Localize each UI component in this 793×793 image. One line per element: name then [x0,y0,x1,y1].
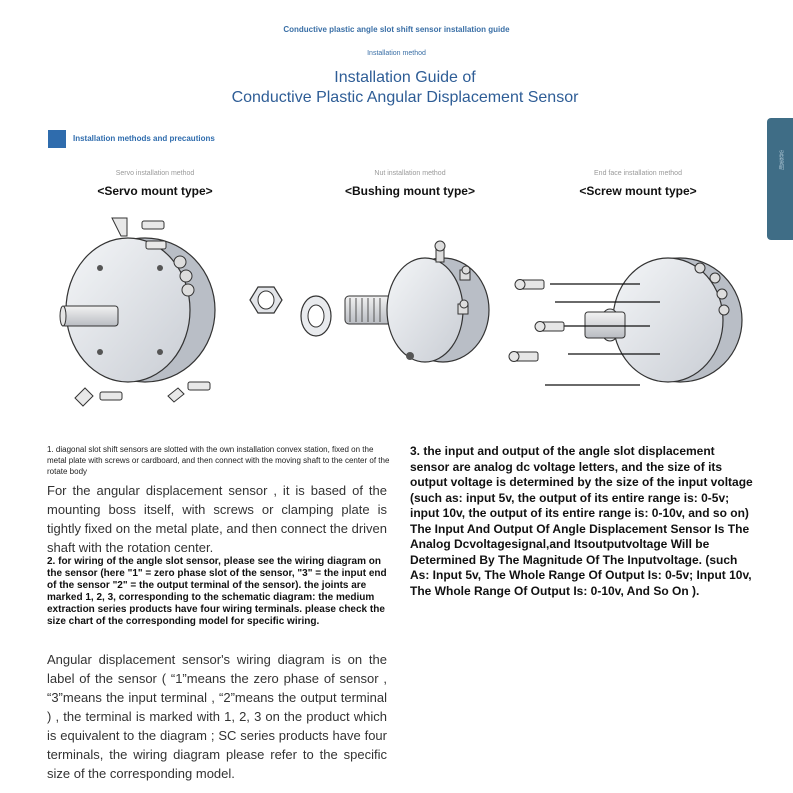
page-title-line-1: Installation Guide of [334,69,476,86]
paragraph-2: Angular displacement sensor's wiring diagram is on the label of the sensor ( “1”means the zero phase of sensor , “3”means the input terminal , “2”means the output terminal ) , the terminal is marked with 1, 2, 3 on the product which is equivalent to the diagram ; SC series products have four terminals, the wiring diagram please refer to the specific size of the corresponding model. [47,652,387,781]
note-2: 2. for wiring of the angle slot sensor, please see the wiring diagram on the sensor (here "1" = zero phase slot of the sensor, "3" = the input end of the sensor "2" = the output terminal of the sensor). the joints are marked 1, 2, 3, corresponding to the schematic diagram: the medium extraction series products have four wiring terminals. please check the size chart of the corresponding model for specific wiring. [47,556,387,627]
bushing-mount-sensor [250,241,489,362]
page-title [0,68,793,108]
page-title-line-2: Conductive Plastic Angular Displacement Sensor [231,89,579,106]
side-tab-label: 安装说明 [778,150,784,170]
paragraph-1: For the angular displacement sensor , it is based of the mounting boss itself, with screws or clamping plate is tightly fixed on the metal plate, and then connect the driven shaft with the rotation center. [47,483,387,555]
screw-mount-caption: End face installation method [594,170,682,177]
section-marker [48,130,66,148]
screw-mount-sensor [509,258,742,385]
document-header-subtitle: Installation method [367,50,426,57]
sensor-mounting-illustration [0,205,793,420]
screw-mount-title: <Screw mount type> [579,184,697,198]
note-1: 1. diagonal slot shift sensors are slotted with the own installation convex station, fixed on the metal plate with screws or cardboard, and then connect with the moving shaft to the center of the rotate body [47,445,390,476]
note-3: 3. the input and output of the angle slot displacement sensor are analog dc voltage letters, and the size of its output voltage is determined by the size of the input voltage (such as: input 5v, the output of its entire range is: 0-5v; input 10v, the output of its entire range is: 0-10v, and so on) The Input And Output Of Angle Displacement Sensor Is The Analog Dcvoltagesignal,and Itsoutputvoltage Will be Determined By The Magnitude Of The Inputvoltage. (such As: Input 5v, The Whole Range Of Output Is: 0-5v; Input 10v, The Whole Range Of Output Is: 0-10v, And So On ). [410,444,753,598]
servo-mount-sensor [60,218,215,406]
bushing-mount-caption: Nut installation method [374,170,446,177]
servo-mount-title: <Servo mount type> [97,184,213,198]
bushing-mount-title: <Bushing mount type> [344,184,475,198]
document-header-title: Conductive plastic angle slot shift sensor installation guide [283,25,510,34]
section-heading: Installation methods and precautions [73,134,215,143]
servo-mount-caption: Servo installation method [115,170,195,177]
